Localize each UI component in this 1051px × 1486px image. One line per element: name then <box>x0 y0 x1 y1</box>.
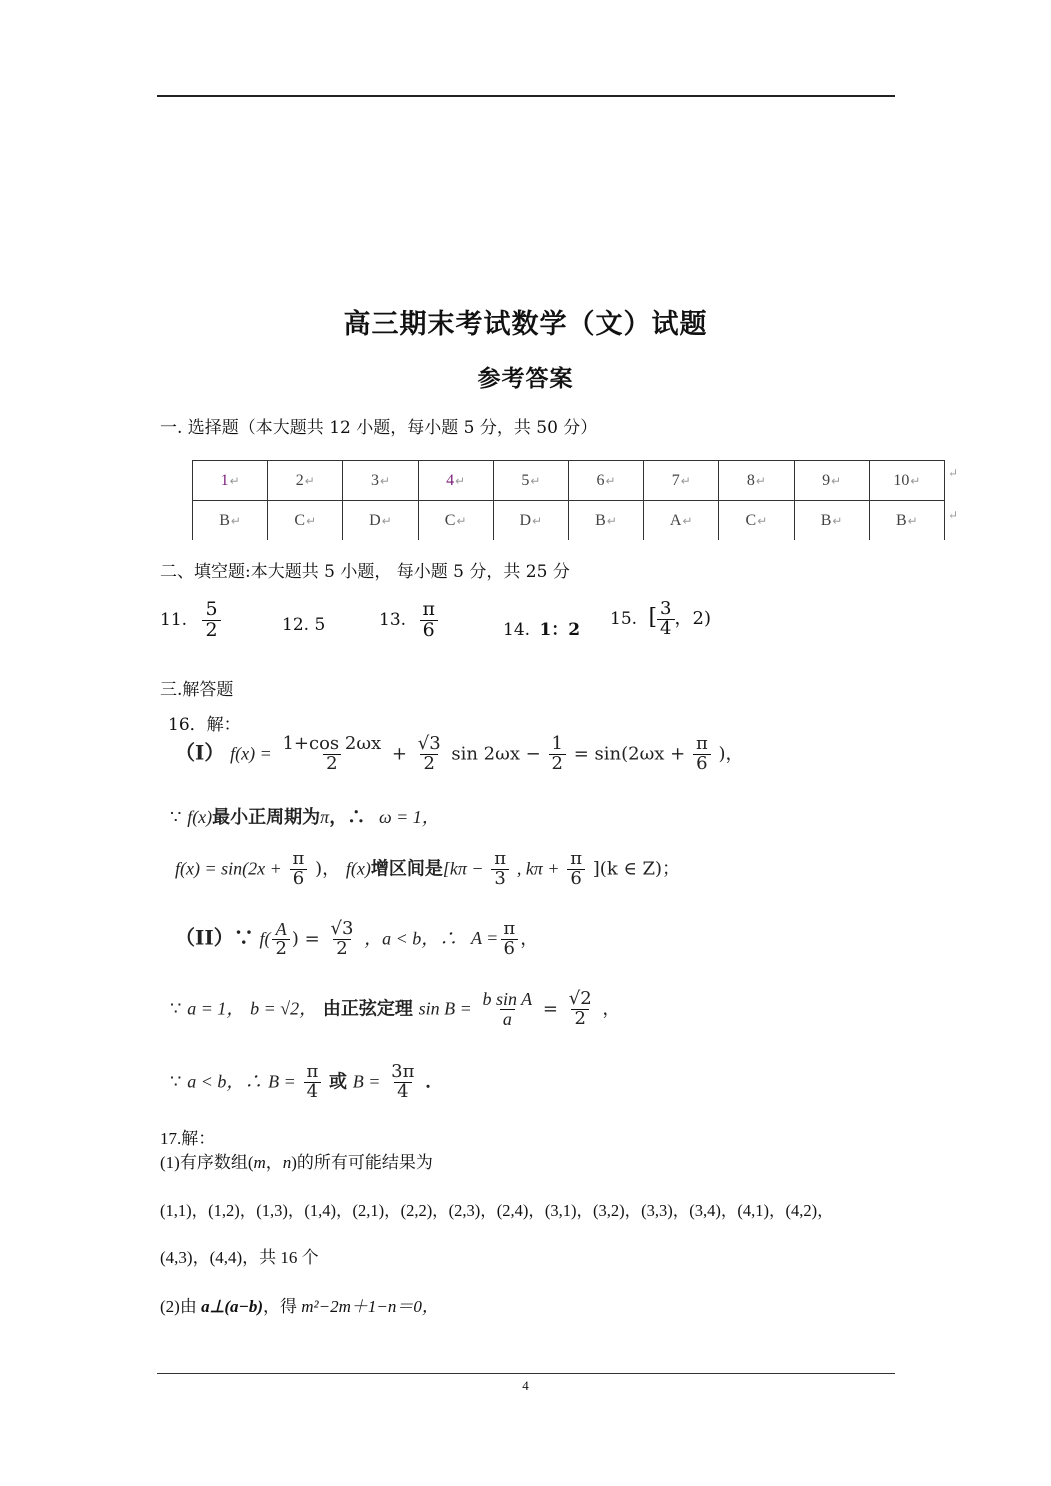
q17-results-line1: (1,1)，(1,2)，(1,3)，(1,4)，(2,1)，(2,2)，(2,3)，(2,4)，(3,1)，(3,2)，(3,3)，(3,4)，(4,1)，(4,2)， <box>160 1201 834 1220</box>
eq-text: b = √2， <box>250 998 318 1019</box>
eq-text: f( <box>259 928 271 949</box>
answer-cell: C↵ <box>719 501 794 541</box>
question-number-cell: 7↵ <box>644 461 719 501</box>
fraction-numerator: π <box>306 1061 319 1082</box>
fraction-numerator: π <box>494 848 507 869</box>
eq-text: = <box>542 998 558 1020</box>
answer-cell: D↵ <box>343 501 418 541</box>
eq-text: π <box>320 807 330 827</box>
answer-13 <box>379 600 440 641</box>
eq-text: ，∴ <box>329 807 366 828</box>
eq-fraction <box>566 990 595 1029</box>
answer-15-bracket: [ <box>648 604 658 630</box>
eq-text: 由正弦定理 <box>322 998 413 1020</box>
answer-11-label: 11. <box>160 609 188 630</box>
question-number-cell: 2↵ <box>268 461 343 501</box>
eq-text: 或 <box>329 1071 348 1093</box>
eq-text: a < b，∴ <box>187 1071 263 1092</box>
document-subtitle: 参考答案 <box>477 365 574 392</box>
answer-cell: B↵ <box>568 501 643 541</box>
q17-text: (1)有序数组( <box>160 1153 254 1172</box>
eq-text: , kπ + <box>516 858 560 879</box>
answer-table <box>192 460 945 540</box>
answer-13-fraction <box>419 600 438 641</box>
section1-heading: 一. 选择题（本大题共 12 小题，每小题 5 分，共 50 分） <box>160 418 598 438</box>
eq-text: B = <box>268 1071 296 1092</box>
fraction-denominator: 2 <box>549 754 566 774</box>
question-number-cell: 1↵ <box>193 461 268 501</box>
answer-15-label: 15. <box>610 608 638 629</box>
eq-fraction <box>549 735 566 774</box>
eq-text: ](k ∈ Z)； <box>592 858 681 880</box>
eq-text: sin 2ωx − <box>451 743 541 765</box>
fraction-numerator: √3 <box>330 918 354 939</box>
fraction-denominator: 2 <box>420 754 437 774</box>
eq-fraction <box>479 990 535 1029</box>
document-title: 高三期末考试数学（文）试题 <box>343 309 708 340</box>
eq-text: ， <box>602 998 621 1020</box>
eq-text: )， <box>315 858 341 880</box>
eq-text: A = <box>471 928 499 949</box>
answer-table-number-row <box>193 461 945 501</box>
eq-fraction <box>415 735 444 774</box>
footer-rule <box>157 1373 895 1374</box>
eq-text: f(x) = sin(2x + <box>175 858 282 879</box>
fraction-denominator: 3 <box>491 869 508 889</box>
because-symbol: ∵ <box>170 807 182 828</box>
eq-text: ， <box>520 928 539 950</box>
fraction-denominator: 6 <box>420 620 438 641</box>
answer-15-fraction <box>657 600 674 639</box>
answer-15 <box>610 600 711 639</box>
section2-heading: 二、填空题:本大题共 5 小题， 每小题 5 分，共 25 分 <box>160 562 570 582</box>
fraction-denominator: 6 <box>501 939 518 959</box>
q17-label: 17.解： <box>160 1129 216 1148</box>
header-rule <box>157 95 895 97</box>
answer-11 <box>160 600 223 641</box>
q17-text: )的所有可能结果为 <box>291 1153 433 1172</box>
answer-12: 12. 5 <box>282 615 326 635</box>
answer-table-answer-row <box>193 501 945 541</box>
q16-line2 <box>170 803 440 829</box>
q17-part2 <box>160 1292 439 1317</box>
answer-13-label: 13. <box>379 609 407 630</box>
q17-vector-condition: a⊥(a−b) <box>201 1297 264 1316</box>
eq-text: ) = <box>291 928 320 950</box>
q16-line5 <box>170 990 620 1029</box>
fraction-numerator: b sin A <box>482 989 533 1009</box>
eq-text: ω = 1， <box>378 807 440 827</box>
fraction-numerator: 3π <box>391 1061 415 1082</box>
part-label: （I） <box>175 740 225 765</box>
fraction-denominator: 2 <box>323 754 340 774</box>
q16-line4 <box>175 920 538 959</box>
q16-line6 <box>170 1063 443 1102</box>
eq-fraction <box>272 920 289 959</box>
q16-label: 16．解： <box>168 715 241 735</box>
fraction-numerator: A <box>275 919 287 939</box>
fraction-denominator: 6 <box>693 754 710 774</box>
answer-cell: B↵ <box>193 501 268 541</box>
answer-cell: B↵ <box>794 501 869 541</box>
eq-text: [kπ − <box>442 858 484 879</box>
q17-variable: m <box>253 1153 266 1172</box>
eq-text: sin B = <box>418 998 472 1019</box>
eq-text: )， <box>718 743 744 765</box>
fraction-numerator: π <box>422 598 435 620</box>
question-number-cell: 5↵ <box>493 461 568 501</box>
question-number-cell: 10↵ <box>869 461 944 501</box>
q17-results-line2: (4,3)，(4,4)，共 16 个 <box>160 1248 319 1267</box>
fraction-denominator: 2 <box>202 620 220 641</box>
row-end-mark: ↵ <box>948 508 959 522</box>
q17-equation: m²−2m＋1−n＝0， <box>301 1297 439 1316</box>
eq-fraction <box>567 850 585 889</box>
eq-fraction <box>303 1063 321 1102</box>
eq-text: f(x) <box>187 807 213 827</box>
eq-text: 最小正周期为 <box>212 807 321 828</box>
eq-text: B = <box>352 1071 381 1092</box>
answer-cell: C↵ <box>268 501 343 541</box>
fraction-numerator: π <box>503 918 516 939</box>
answer-11-fraction <box>202 600 220 641</box>
eq-fraction <box>693 735 711 774</box>
fraction-denominator: 2 <box>333 939 350 959</box>
q16-line3 <box>175 850 680 889</box>
fraction-numerator: π <box>292 848 305 869</box>
q16-line1 <box>175 735 744 774</box>
eq-text: a = 1， <box>187 998 245 1019</box>
page-number: 4 <box>522 1378 529 1393</box>
fraction-numerator: π <box>570 848 583 869</box>
answer-15-rest: ，2) <box>674 607 711 629</box>
eq-fraction <box>327 920 356 959</box>
answer-cell: A↵ <box>644 501 719 541</box>
answer-cell: B↵ <box>869 501 944 541</box>
fraction-numerator: 5 <box>205 598 218 620</box>
eq-text: ． <box>425 1071 444 1093</box>
answer-14-value: 1：2 <box>539 620 581 640</box>
fraction-denominator: 6 <box>290 869 307 889</box>
fraction-numerator: 3 <box>660 598 672 619</box>
eq-text: f(x) = <box>230 743 272 764</box>
answer-14 <box>503 615 580 640</box>
question-number-cell: 6↵ <box>568 461 643 501</box>
fraction-denominator: 4 <box>657 619 674 639</box>
eq-text: = sin(2ωx + <box>573 743 686 765</box>
fraction-denominator: 2 <box>272 939 289 959</box>
question-number-cell: 4↵ <box>418 461 493 501</box>
q17-text: ， <box>265 1153 283 1172</box>
eq-fraction <box>491 850 509 889</box>
fraction-denominator: 2 <box>571 1009 588 1029</box>
fraction-numerator: π <box>695 733 708 754</box>
fraction-numerator: √3 <box>417 733 441 754</box>
because-symbol: ∵ <box>170 998 182 1020</box>
eq-fraction <box>290 850 308 889</box>
section3-heading: 三.解答题 <box>160 680 234 700</box>
eq-text: f(x) <box>345 858 371 879</box>
fraction-numerator: 1+cos 2ωx <box>282 733 382 754</box>
because-symbol: ∵ <box>170 1071 182 1093</box>
q17-part1 <box>160 1148 433 1173</box>
eq-text: ，a < b，∴ <box>364 928 458 949</box>
fraction-denominator: 4 <box>394 1082 411 1102</box>
answer-cell: C↵ <box>418 501 493 541</box>
fraction-denominator: a <box>500 1009 515 1029</box>
eq-fraction <box>388 1063 417 1102</box>
answer-14-label: 14. <box>503 620 531 640</box>
fraction-numerator: 1 <box>551 733 563 754</box>
eq-fraction <box>500 920 518 959</box>
question-number-cell: 9↵ <box>794 461 869 501</box>
q17-text: (2)由 <box>160 1297 197 1316</box>
answer-cell: D↵ <box>493 501 568 541</box>
row-end-mark: ↵ <box>948 466 959 480</box>
part-label: （II）∵ <box>175 925 254 950</box>
eq-text: + <box>391 743 407 765</box>
q17-variable: n <box>282 1153 292 1172</box>
question-number-cell: 3↵ <box>343 461 418 501</box>
question-number-cell: 8↵ <box>719 461 794 501</box>
fraction-numerator: √2 <box>568 988 592 1009</box>
eq-text: 增区间是 <box>370 858 443 880</box>
q17-text: ，得 <box>263 1297 298 1316</box>
fraction-denominator: 4 <box>304 1082 321 1102</box>
fraction-denominator: 6 <box>567 869 584 889</box>
eq-fraction <box>279 735 384 774</box>
